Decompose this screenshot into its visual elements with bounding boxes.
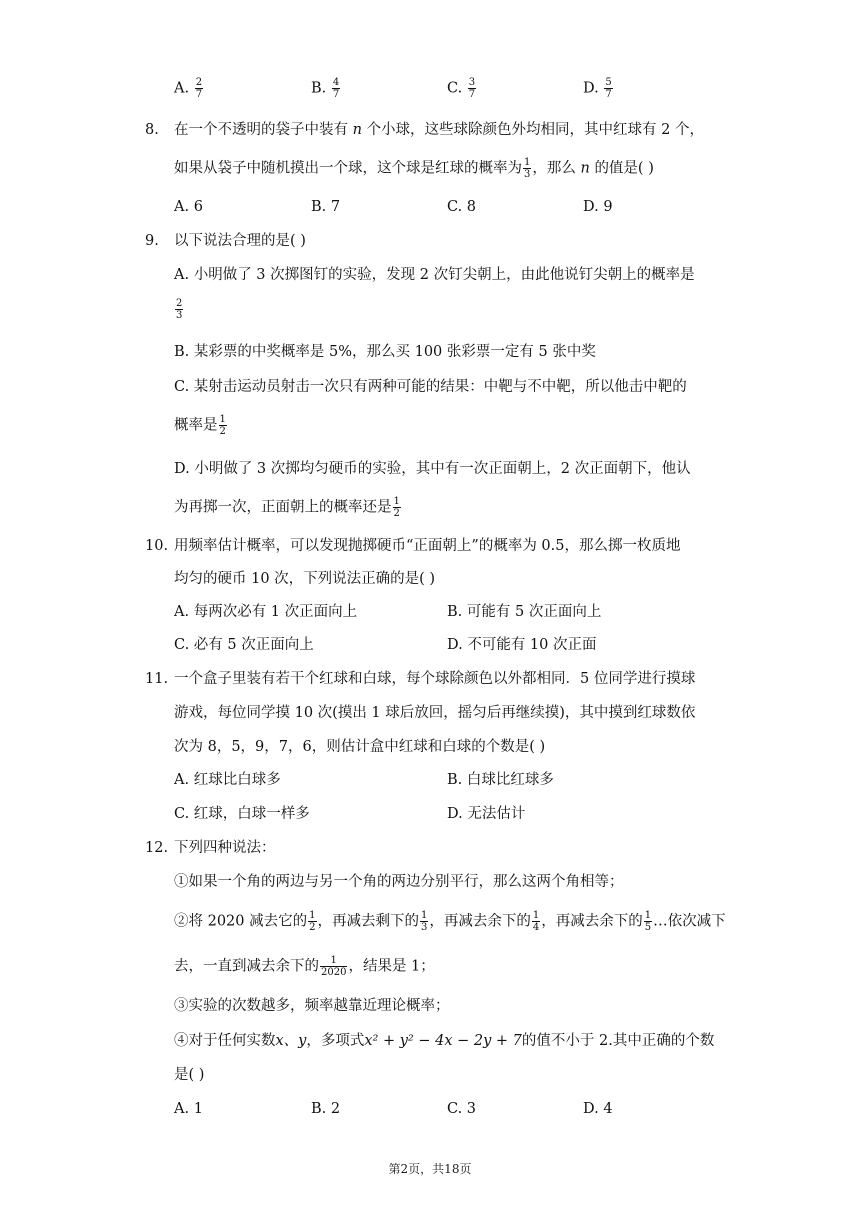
q10-stem-line1: 用频率估计概率，可以发现抛掷硬币“正面朝上”的概率为 0.5，那么掷一枚质地 <box>174 538 681 554</box>
q8-number: 8. <box>145 122 159 138</box>
q9-option-d-line2: 为再掷一次，正面朝上的概率还是 $\frac{1}{2}$ <box>174 496 400 519</box>
q10-number: 10. <box>145 538 169 554</box>
q10-option-c: C. 必有 5 次正面向上 <box>174 637 314 653</box>
q10-option-a: A. 每两次必有 1 次正面向上 <box>174 604 358 620</box>
q12-statement-3: ③实验的次数越多，频率越靠近理论概率； <box>174 998 450 1014</box>
q8-option-a: A. 6 <box>174 199 203 215</box>
q12-option-c: C. 3 <box>447 1101 477 1117</box>
q12-option-d: D. 4 <box>583 1101 613 1117</box>
q9-option-a: A. 小明做了 3 次掷图钉的实验，发现 2 次钉尖朝上，由此他说钉尖朝上的概率是 <box>174 267 695 283</box>
q7-option-b: B. $\frac{4}{7}$ <box>311 77 340 100</box>
q12-stem: 下列四种说法： <box>174 840 276 856</box>
q11-option-c: C. 红球，白球一样多 <box>174 806 310 822</box>
q10-option-b: B. 可能有 5 次正面向上 <box>447 604 602 620</box>
q11-stem-line2: 游戏，每位同学摸 10 次(摸出 1 球后放回，摇匀后再继续摸)，其中摸到红球数依 <box>174 705 696 721</box>
fraction: $\frac{3}{7}$ <box>468 77 476 100</box>
q9-option-c-line2: 概率是 $\frac{1}{2}$ <box>174 414 226 437</box>
q11-stem-line3: 次为 8，5，9，7，6，则估计盒中红球和白球的个数是( ) <box>174 739 546 755</box>
fraction: $\frac{1}{2}$ <box>309 910 316 933</box>
q12-number: 12. <box>145 840 169 856</box>
fraction: $\frac{1}{2}$ <box>219 414 226 437</box>
q12-statement-4-line1: ④对于任何实数x、y，多项式x² + y² − 4x − 2y + 7的值不小于 2.其中正确的个数 <box>174 1033 715 1049</box>
fraction: $\frac{1}{4}$ <box>532 910 540 933</box>
q11-option-d: D. 无法估计 <box>447 806 526 822</box>
fraction: $\frac{2}{7}$ <box>195 77 203 100</box>
fraction: $\frac{1}{2}$ <box>393 496 400 519</box>
q12-option-b: B. 2 <box>311 1101 341 1117</box>
q11-option-a: A. 红球比白球多 <box>174 772 281 788</box>
q11-stem-line1: 一个盒子里装有若干个红球和白球，每个球除颜色以外都相同．5 位同学进行摸球 <box>174 671 696 687</box>
q9-option-a-fraction <box>174 298 184 321</box>
q9-number: 9. <box>145 233 159 249</box>
q11-number: 11. <box>145 671 169 687</box>
q7-option-d: D. $\frac{5}{7}$ <box>583 77 612 100</box>
q9-option-b: B. 某彩票的中奖概率是 5%，那么买 100 张彩票一定有 5 张中奖 <box>174 344 596 360</box>
q9-stem: 以下说法合理的是( ) <box>174 233 306 249</box>
fraction: $\frac{1}{2020}$ <box>321 955 347 978</box>
q7-option-a: A. $\frac{2}{7}$ <box>174 77 203 100</box>
q9-option-d-line1: D. 小明做了 3 次掷均匀硬币的实验，其中有一次正面朝上，2 次正面朝下，他认 <box>174 461 691 477</box>
q10-stem-line2: 均匀的硬币 10 次，下列说法正确的是( ) <box>174 571 436 587</box>
fraction: $\frac{4}{7}$ <box>332 77 340 100</box>
q8-stem-line1: 在一个不透明的袋子中装有 n 个小球，这些球除颜色外均相同，其中红球有 2 个， <box>174 122 705 138</box>
polynomial-expression: x² + y² − 4x − 2y + 7 <box>364 1033 522 1049</box>
q12-statement-1: ①如果一个角的两边与另一个角的两边分别平行，那么这两个角相等； <box>174 874 624 890</box>
fraction: $\frac{5}{7}$ <box>605 77 612 100</box>
q8-option-c: C. 8 <box>447 199 477 215</box>
q8-option-b: B. 7 <box>311 199 341 215</box>
fraction: $\frac{1}{3}$ <box>421 910 428 933</box>
q12-statement-2-line1: ②将 2020 减去它的 $\frac{1}{2}$ ，再减去剩下的 $\frac{1}{3}$ ，再减去余下的 $\frac{1}{4}$ ，再减去余下的 $\frac{1}{5}$ …依次减下 <box>174 910 726 933</box>
q7-option-c: C. $\frac{3}{7}$ <box>447 77 476 100</box>
page-footer: 第2页，共18页 <box>388 1162 472 1176</box>
q12-statement-2-line2: 去，一直到减去余下的 $\frac{1}{2020}$ ，结果是 1； <box>174 955 435 978</box>
q8-option-d: D. 9 <box>583 199 613 215</box>
q12-statement-4-line2: 是( ) <box>174 1067 205 1083</box>
q11-option-b: B. 白球比红球多 <box>447 772 554 788</box>
fraction: $\frac{2}{3}$ <box>176 298 183 321</box>
q12-option-a: A. 1 <box>174 1101 203 1117</box>
q10-option-d: D. 不可能有 10 次正面 <box>447 637 597 653</box>
fraction: $\frac{1}{5}$ <box>644 910 652 933</box>
q8-stem-line2: 如果从袋子中随机摸出一个球，这个球是红球的概率为 $\frac{1}{3}$ ，那么 n 的值是( ) <box>174 157 654 180</box>
fraction: $\frac{1}{3}$ <box>524 157 531 180</box>
q9-option-c-line1: C. 某射击运动员射击一次只有两种可能的结果：中靶与不中靶，所以他击中靶的 <box>174 379 687 395</box>
